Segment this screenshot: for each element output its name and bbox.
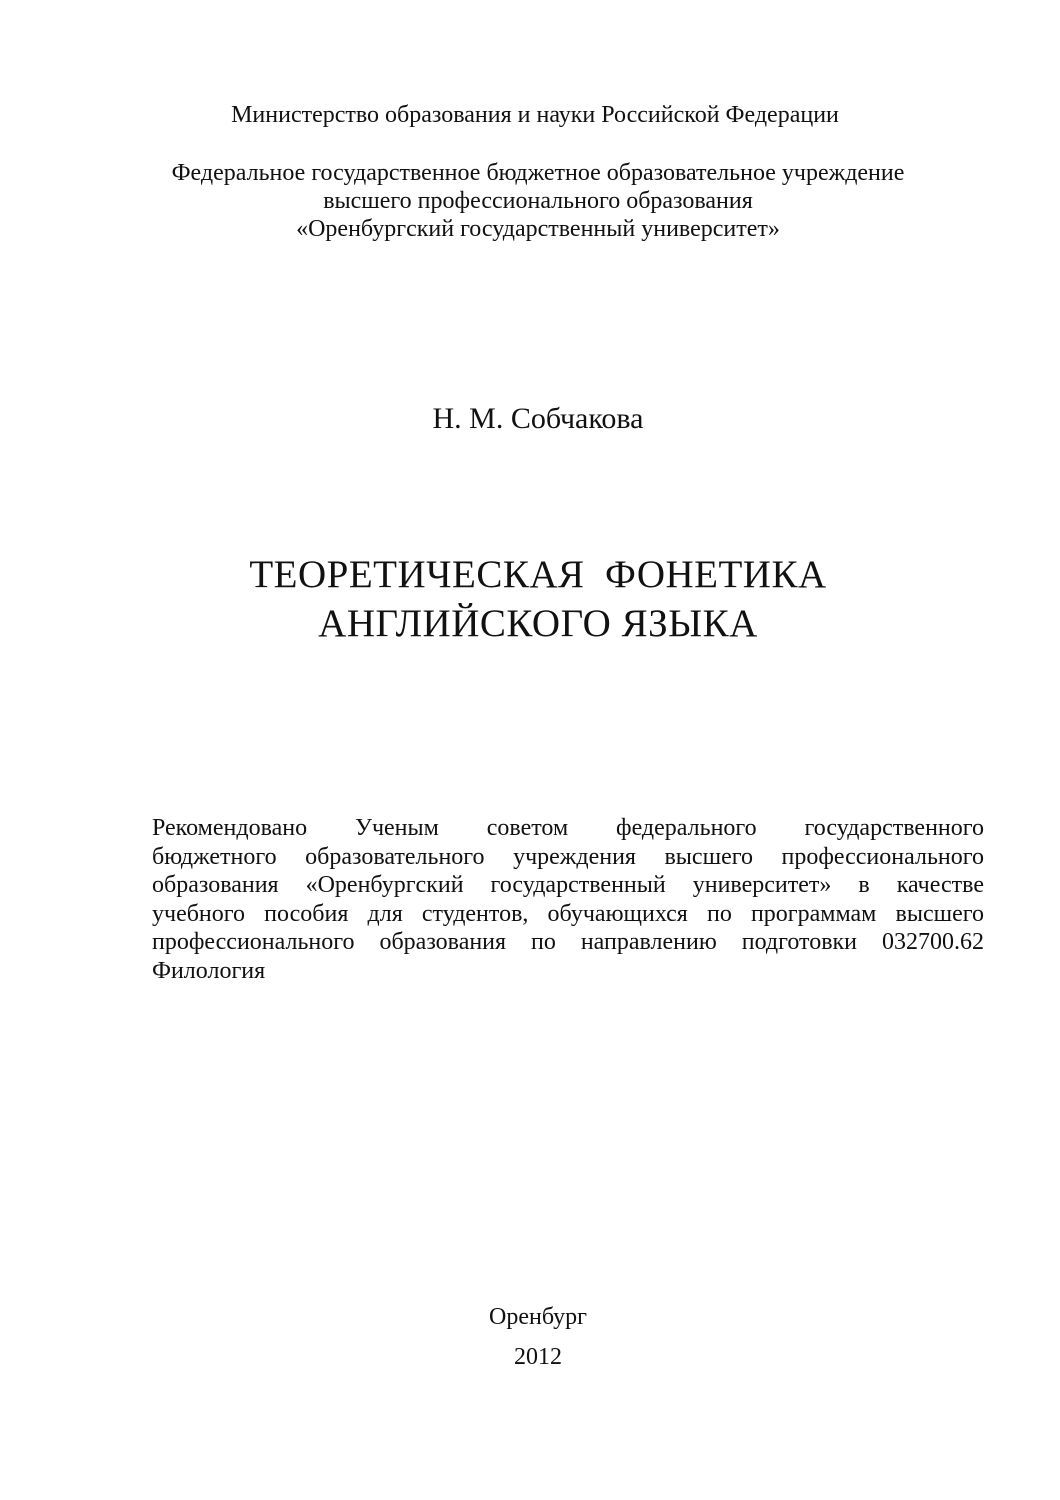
institution-line-1: Федеральное государственное бюджетное образовательное учреждение: [171, 160, 905, 186]
institution-line-3: «Оренбургский государственный университет»: [296, 216, 780, 242]
ministry-line: Министерство образования и науки Российской Федерации: [231, 102, 839, 128]
book-title-line-1: ТЕОРЕТИЧЕСКАЯ ФОНЕТИКА: [249, 553, 827, 596]
recommendation-line-3: образования «Оренбургский государственный университет» в качестве: [152, 872, 984, 898]
author-name: Н. М. Собчакова: [432, 402, 644, 435]
recommendation-line-1: Рекомендовано Ученым советом федерального государственного: [152, 815, 984, 841]
publication-year: 2012: [514, 1344, 562, 1370]
book-title-line-2: АНГЛИЙСКОГО ЯЗЫКА: [318, 602, 758, 645]
recommendation-line-2: бюджетного образовательного учреждения высшего профессионального: [152, 843, 984, 870]
recommendation-paragraph: [152, 814, 984, 985]
recommendation-line-5: профессионального образования по направлению подготовки 032700.62: [152, 929, 984, 955]
institution-line-2: высшего профессионального образования: [323, 188, 753, 214]
recommendation-line-6: Филология: [152, 957, 266, 984]
recommendation-line-4: учебного пособия для студентов, обучающихся по программам высшего: [152, 900, 984, 927]
publication-city: Оренбург: [489, 1304, 587, 1330]
